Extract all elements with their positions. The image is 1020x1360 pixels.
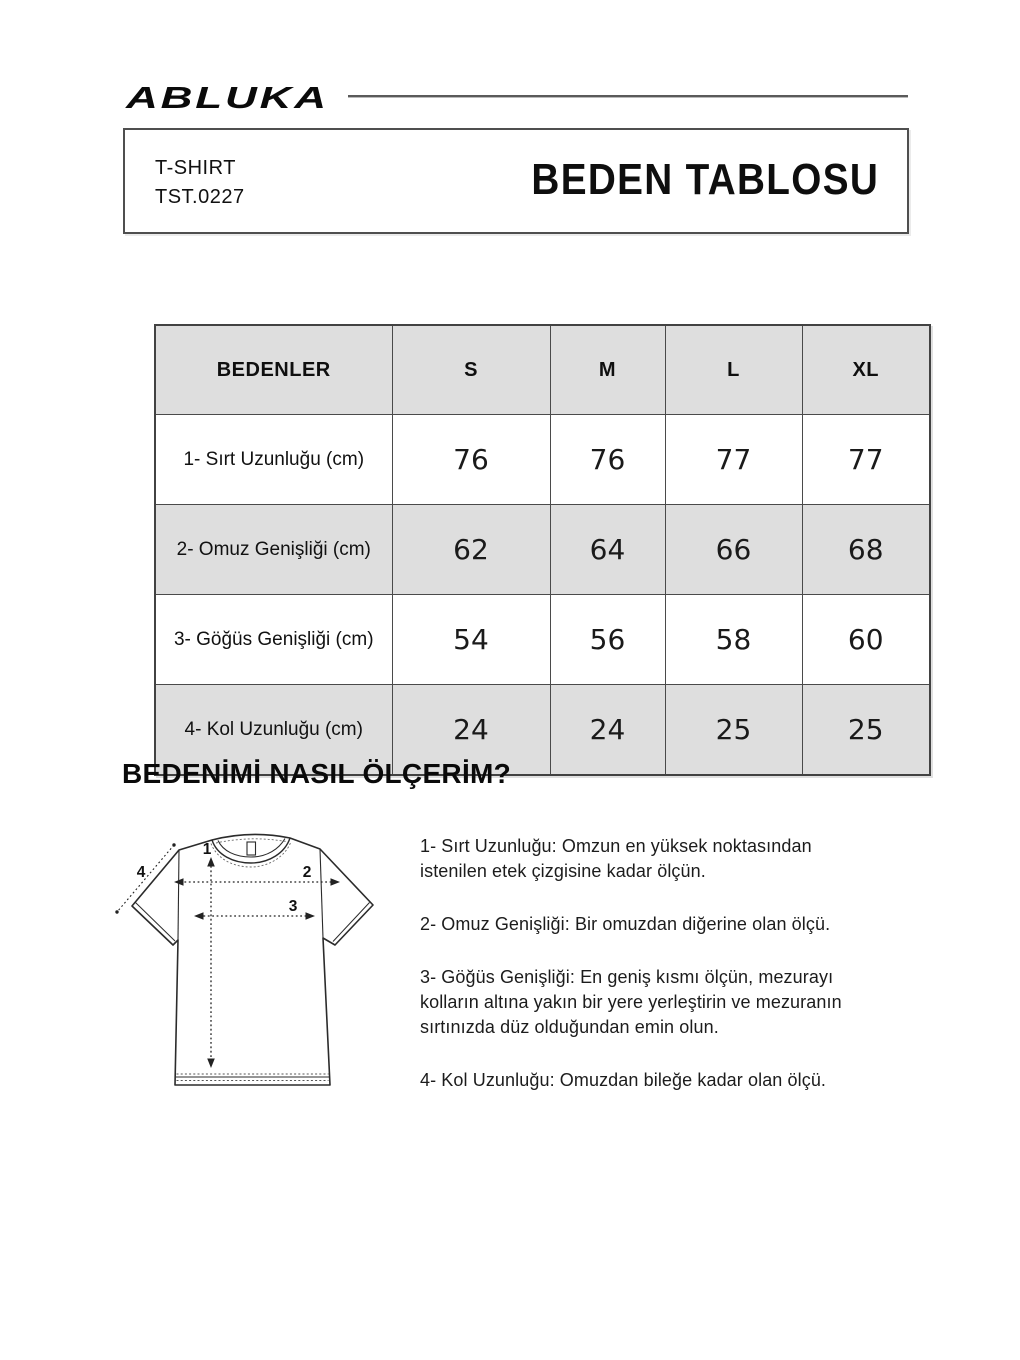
- value-m: 24: [550, 685, 665, 776]
- col-header-m: M: [550, 325, 665, 415]
- value-xl: 60: [802, 595, 930, 685]
- table-header-row: [155, 325, 930, 415]
- neck-label-tab: [247, 842, 256, 855]
- value-xl: 77: [802, 415, 930, 505]
- how-to-measure-heading: BEDENİMİ NASIL ÖLÇERİM?: [122, 758, 512, 789]
- diagram-label-1: 1: [202, 841, 212, 858]
- diagram-label-3: 3: [288, 898, 298, 915]
- tshirt-outline: [132, 834, 373, 1085]
- col-header-xl: XL: [802, 325, 930, 415]
- row-label: 3- Göğüs Genişliği (cm): [155, 595, 392, 685]
- product-info: [155, 154, 245, 212]
- value-m: 56: [550, 595, 665, 685]
- row-label: 1- Sırt Uzunluğu (cm): [155, 415, 392, 505]
- table-row-back-length: [155, 415, 930, 505]
- value-xl: 25: [802, 685, 930, 776]
- value-l: 77: [665, 415, 802, 505]
- value-l: 25: [665, 685, 802, 776]
- instruction-chest-width: 3- Göğüs Genişliği: En geniş kısmı ölçün, mezurayı kolların altına yakın bir yere yerleştirin ve mezuranın sırtınızda düz olduğundan emin olun.: [420, 967, 842, 1037]
- instruction-back-length: 1- Sırt Uzunluğu: Omzun en yüksek noktasından istenilen etek çizgisine kadar ölçün.: [420, 836, 812, 881]
- diagram-label-4: 4: [136, 864, 146, 881]
- value-m: 64: [550, 505, 665, 595]
- value-l: 66: [665, 505, 802, 595]
- value-m: 76: [550, 415, 665, 505]
- measurement-instructions: [420, 834, 920, 1121]
- value-s: 62: [392, 505, 550, 595]
- table-row-chest-width: [155, 595, 930, 685]
- value-s: 54: [392, 595, 550, 685]
- page-title: BEDEN TABLOSU: [531, 155, 879, 204]
- header-box: [123, 128, 909, 234]
- product-type: T-SHIRT: [155, 157, 236, 179]
- size-table: [154, 324, 931, 776]
- instruction-sleeve-length: 4- Kol Uzunluğu: Omuzdan bileğe kadar olan ölçü.: [420, 1070, 827, 1090]
- col-header-s: S: [392, 325, 550, 415]
- instruction-shoulder-width: 2- Omuz Genişliği: Bir omuzdan diğerine olan ölçü.: [420, 914, 831, 934]
- row-label: 4- Kol Uzunluğu (cm): [155, 685, 392, 776]
- product-code: TST.0227: [155, 186, 245, 208]
- measure-4-end-dot: [115, 910, 118, 913]
- measure-4-end-dot: [172, 843, 175, 846]
- value-s: 24: [392, 685, 550, 776]
- col-header-l: L: [665, 325, 802, 415]
- col-header-bedenler: BEDENLER: [155, 325, 392, 415]
- brand-logo: ABLUKA: [126, 80, 329, 115]
- logo-divider-line: [348, 95, 908, 98]
- value-l: 58: [665, 595, 802, 685]
- tshirt-measurement-diagram: [105, 822, 405, 1092]
- diagram-label-2: 2: [302, 864, 312, 881]
- value-xl: 68: [802, 505, 930, 595]
- row-label: 2- Omuz Genişliği (cm): [155, 505, 392, 595]
- table-row-shoulder-width: [155, 505, 930, 595]
- value-s: 76: [392, 415, 550, 505]
